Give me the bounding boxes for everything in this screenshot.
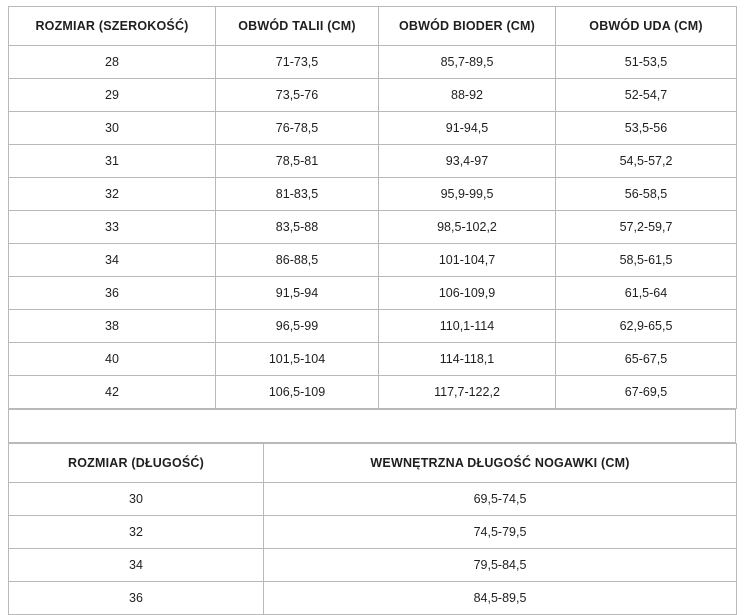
table-header-row bbox=[9, 444, 737, 483]
cell-size: 38 bbox=[9, 310, 216, 343]
table-row bbox=[9, 310, 737, 343]
cell-waist: 78,5-81 bbox=[216, 145, 379, 178]
table-row bbox=[9, 178, 737, 211]
column-header-hips: OBWÓD BIODER (CM) bbox=[379, 7, 556, 46]
cell-length-size: 34 bbox=[9, 549, 264, 582]
column-header-waist: OBWÓD TALII (CM) bbox=[216, 7, 379, 46]
cell-waist: 106,5-109 bbox=[216, 376, 379, 409]
size-table-head bbox=[9, 7, 737, 46]
size-table-body bbox=[9, 46, 737, 409]
length-table-head bbox=[9, 444, 737, 483]
cell-thigh: 56-58,5 bbox=[556, 178, 737, 211]
cell-thigh: 54,5-57,2 bbox=[556, 145, 737, 178]
cell-size: 28 bbox=[9, 46, 216, 79]
table-row bbox=[9, 244, 737, 277]
cell-size: 32 bbox=[9, 178, 216, 211]
table-header-row bbox=[9, 7, 737, 46]
cell-thigh: 61,5-64 bbox=[556, 277, 737, 310]
cell-size: 34 bbox=[9, 244, 216, 277]
table-row bbox=[9, 516, 737, 549]
leg-length-table bbox=[8, 443, 737, 615]
cell-hips: 98,5-102,2 bbox=[379, 211, 556, 244]
cell-size: 42 bbox=[9, 376, 216, 409]
cell-waist: 83,5-88 bbox=[216, 211, 379, 244]
cell-length-size: 32 bbox=[9, 516, 264, 549]
cell-inseam: 69,5-74,5 bbox=[264, 483, 737, 516]
cell-hips: 101-104,7 bbox=[379, 244, 556, 277]
cell-thigh: 51-53,5 bbox=[556, 46, 737, 79]
column-header-size-length: ROZMIAR (DŁUGOŚĆ) bbox=[9, 444, 264, 483]
cell-size: 30 bbox=[9, 112, 216, 145]
cell-waist: 81-83,5 bbox=[216, 178, 379, 211]
column-header-size-width: ROZMIAR (SZEROKOŚĆ) bbox=[9, 7, 216, 46]
cell-thigh: 65-67,5 bbox=[556, 343, 737, 376]
cell-inseam: 84,5-89,5 bbox=[264, 582, 737, 615]
table-row bbox=[9, 145, 737, 178]
cell-size: 36 bbox=[9, 277, 216, 310]
cell-waist: 71-73,5 bbox=[216, 46, 379, 79]
size-measurements-table bbox=[8, 6, 737, 409]
cell-size: 31 bbox=[9, 145, 216, 178]
spacer-row bbox=[9, 410, 736, 443]
cell-waist: 73,5-76 bbox=[216, 79, 379, 112]
spacer-cell bbox=[9, 410, 736, 443]
cell-hips: 106-109,9 bbox=[379, 277, 556, 310]
cell-hips: 85,7-89,5 bbox=[379, 46, 556, 79]
cell-waist: 96,5-99 bbox=[216, 310, 379, 343]
table-row bbox=[9, 112, 737, 145]
cell-waist: 76-78,5 bbox=[216, 112, 379, 145]
table-row bbox=[9, 46, 737, 79]
cell-thigh: 52-54,7 bbox=[556, 79, 737, 112]
cell-thigh: 67-69,5 bbox=[556, 376, 737, 409]
table-row bbox=[9, 79, 737, 112]
cell-waist: 101,5-104 bbox=[216, 343, 379, 376]
cell-hips: 95,9-99,5 bbox=[379, 178, 556, 211]
cell-thigh: 58,5-61,5 bbox=[556, 244, 737, 277]
table-row bbox=[9, 549, 737, 582]
table-row bbox=[9, 343, 737, 376]
cell-hips: 93,4-97 bbox=[379, 145, 556, 178]
table-row bbox=[9, 483, 737, 516]
length-table-body bbox=[9, 483, 737, 615]
cell-hips: 110,1-114 bbox=[379, 310, 556, 343]
cell-size: 33 bbox=[9, 211, 216, 244]
table-row bbox=[9, 277, 737, 310]
cell-length-size: 36 bbox=[9, 582, 264, 615]
column-header-inseam: WEWNĘTRZNA DŁUGOŚĆ NOGAWKI (CM) bbox=[264, 444, 737, 483]
column-header-thigh: OBWÓD UDA (CM) bbox=[556, 7, 737, 46]
cell-size: 40 bbox=[9, 343, 216, 376]
cell-thigh: 53,5-56 bbox=[556, 112, 737, 145]
cell-hips: 88-92 bbox=[379, 79, 556, 112]
cell-hips: 91-94,5 bbox=[379, 112, 556, 145]
table-row bbox=[9, 211, 737, 244]
cell-thigh: 57,2-59,7 bbox=[556, 211, 737, 244]
cell-length-size: 30 bbox=[9, 483, 264, 516]
cell-inseam: 79,5-84,5 bbox=[264, 549, 737, 582]
table-row bbox=[9, 582, 737, 615]
table-row bbox=[9, 376, 737, 409]
cell-waist: 91,5-94 bbox=[216, 277, 379, 310]
cell-thigh: 62,9-65,5 bbox=[556, 310, 737, 343]
cell-size: 29 bbox=[9, 79, 216, 112]
cell-hips: 114-118,1 bbox=[379, 343, 556, 376]
cell-inseam: 74,5-79,5 bbox=[264, 516, 737, 549]
cell-waist: 86-88,5 bbox=[216, 244, 379, 277]
table-spacer bbox=[8, 409, 736, 443]
cell-hips: 117,7-122,2 bbox=[379, 376, 556, 409]
